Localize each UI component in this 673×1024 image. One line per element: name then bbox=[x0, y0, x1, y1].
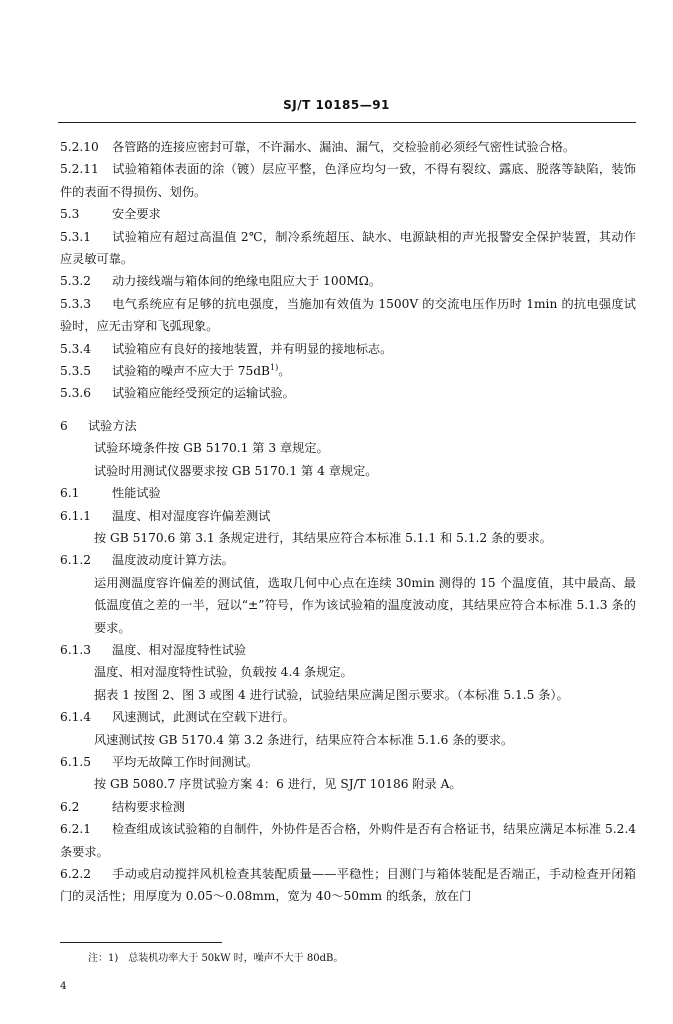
paragraph: 运用测温度容许偏差的测试值，选取几何中心点在连续 30min 测得的 15 个温度值，其中最高、最低温度值之差的一半，冠以“±”符号，作为该试验箱的温度波动度，其结果应符合本标准 5.1.3 条的要求。 bbox=[94, 575, 636, 635]
clause-text: 试验箱应能经受预定的运输试验。 bbox=[112, 386, 295, 401]
clause-text: 结构要求检测 bbox=[112, 799, 186, 814]
clause-text: 试验箱的噪声不应大于 75dB bbox=[112, 364, 271, 379]
clause bbox=[60, 751, 636, 773]
clause-text: 电气系统应有足够的抗电强度，当施加有效值为 1500V 的交流电压作历时 1min 的抗电强度试验时，应无击穿和飞弧现象。 bbox=[60, 296, 636, 334]
clause bbox=[60, 136, 636, 158]
clause-number: 6.2.1 bbox=[60, 822, 92, 837]
section-number: 6 bbox=[60, 418, 68, 433]
clause-text: 动力接线端与箱体间的绝缘电阻应大于 100MΩ。 bbox=[112, 274, 382, 289]
section-6-heading bbox=[60, 415, 636, 437]
footnote-rule bbox=[60, 942, 222, 943]
clause-number: 5.2.11 bbox=[60, 162, 99, 177]
clause-text: 温度波动度计算方法。 bbox=[112, 553, 234, 568]
clause-number: 5.2.10 bbox=[60, 140, 99, 154]
clause bbox=[60, 382, 636, 404]
clause bbox=[60, 863, 636, 908]
clause-number: 5.3.6 bbox=[60, 386, 92, 401]
paragraph: 按 GB 5170.6 第 3.1 条规定进行，其结果应符合本标准 5.1.1 和 5.1.2 条的要求。 bbox=[94, 530, 552, 545]
header-rule bbox=[58, 122, 636, 123]
clause-text: 安全要求 bbox=[112, 207, 161, 222]
paragraph: 风速测试按 GB 5170.4 第 3.2 条进行，结果应符合本标准 5.1.6 条的要求。 bbox=[94, 732, 514, 747]
clause-text: 各管路的连接应密封可靠，不许漏水、漏油、漏气，交检验前必须经气密性试验合格。 bbox=[112, 140, 576, 154]
section-title: 试验方法 bbox=[88, 418, 137, 433]
clause bbox=[60, 505, 636, 527]
clause bbox=[60, 293, 636, 338]
clause-text-tail: 。 bbox=[278, 364, 291, 379]
clause-number: 6.1.4 bbox=[60, 710, 92, 725]
section-6-items bbox=[60, 482, 636, 908]
paragraph: 据表 1 按图 2、图 3 或图 4 进行试验，试验结果应满足图示要求。（本标准 5.1.5 条）。 bbox=[94, 687, 569, 702]
clause bbox=[60, 482, 636, 504]
clause bbox=[60, 818, 636, 863]
clause-number: 5.3.4 bbox=[60, 341, 92, 356]
clause-text: 温度、相对湿度容许偏差测试 bbox=[112, 508, 271, 523]
clause-text: 平均无故障工作时间测试。 bbox=[112, 754, 259, 769]
clause-text: 性能试验 bbox=[112, 486, 161, 501]
clause bbox=[60, 796, 636, 818]
clause bbox=[60, 706, 636, 728]
page-header: SJ/T 10185—91 bbox=[283, 98, 390, 112]
clause bbox=[60, 203, 636, 225]
clause-text: 风速测试，此测试在空载下进行。 bbox=[112, 710, 295, 725]
clause-number: 6.1.5 bbox=[60, 754, 92, 769]
clause bbox=[60, 158, 636, 203]
clause bbox=[60, 549, 636, 571]
clause-number: 6.1.1 bbox=[60, 508, 92, 523]
clause-number: 5.3.2 bbox=[60, 274, 92, 289]
footnote: 注：1) 总装机功率大于 50kW 时，噪声不大于 80dB。 bbox=[88, 953, 344, 964]
clause-text: 检查组成该试验箱的自制件，外协件是否合格，外购件是否有合格证书，结果应满足本标准 5.2.4 条要求。 bbox=[60, 822, 636, 859]
section-5-items bbox=[60, 136, 636, 405]
clause-number: 6.1.3 bbox=[60, 642, 92, 657]
clause-text: 试验箱应有超过高温值 2℃，制冷系统超压、缺水、电源缺相的声光报警安全保护装置，其动作应灵敏可靠。 bbox=[60, 229, 636, 267]
paragraph: 试验环境条件按 GB 5170.1 第 3 章规定。 bbox=[94, 441, 329, 456]
clause bbox=[60, 338, 636, 360]
paragraph: 温度、相对湿度特性试验，负载按 4.4 条规定。 bbox=[94, 665, 353, 680]
clause-number: 5.3 bbox=[60, 207, 80, 222]
clause-number: 5.3.1 bbox=[60, 229, 92, 244]
clause-number: 6.1.2 bbox=[60, 553, 92, 568]
footnote-ref: 1) bbox=[270, 363, 279, 372]
clause bbox=[60, 226, 636, 271]
clause bbox=[60, 270, 636, 292]
clause-number: 6.1 bbox=[60, 486, 80, 501]
paragraph: 试验时用测试仪器要求按 GB 5170.1 第 4 章规定。 bbox=[94, 463, 378, 478]
clause-text: 试验箱箱体表面的涂（镀）层应平整，色泽应均匀一致，不得有裂纹、露底、脱落等缺陷，装饰件的表面不得损伤、划伤。 bbox=[60, 162, 636, 199]
clause-number: 6.2.2 bbox=[60, 867, 92, 881]
clause-text: 温度、相对湿度特性试验 bbox=[112, 642, 247, 657]
clause-number: 6.2 bbox=[60, 799, 80, 814]
body-text bbox=[60, 136, 636, 908]
clause-number: 5.3.3 bbox=[60, 296, 92, 311]
paragraph: 按 GB 5080.7 序贯试验方案 4：6 进行，见 SJ/T 10186 附录 A。 bbox=[94, 777, 462, 792]
clause bbox=[60, 639, 636, 661]
page-number: 4 bbox=[60, 980, 67, 992]
clause-text: 试验箱应有良好的接地装置，并有明显的接地标志。 bbox=[112, 341, 393, 356]
clause-text: 手动或启动搅拌风机检查其装配质量——平稳性；目测门与箱体装配是否端正，手动检查开闭箱门的灵活性；用厚度为 0.05～0.08mm，宽为 40～50mm 的纸条，放在门 bbox=[60, 867, 636, 904]
clause-number: 5.3.5 bbox=[60, 364, 92, 379]
clause bbox=[60, 360, 636, 382]
